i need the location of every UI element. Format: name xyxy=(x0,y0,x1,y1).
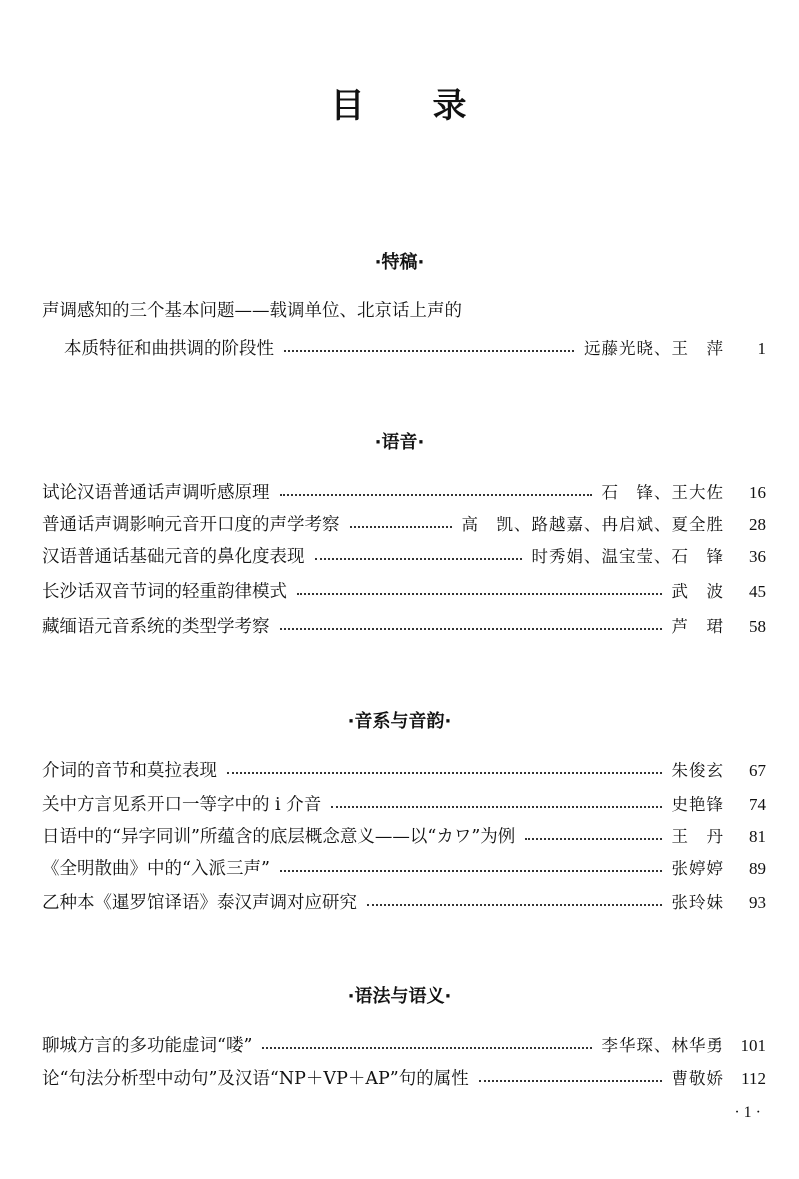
entry-title: 乙种本《暹罗馆译语》泰汉声调对应研究 xyxy=(42,893,357,913)
entry-title: 声调感知的三个基本问题——载调单位、北京话上声的 xyxy=(42,301,462,321)
page-number: · 1 · xyxy=(734,1104,761,1121)
entry-page: 93 xyxy=(749,893,766,912)
entry-title: 普通话声调影响元音开口度的声学考察 xyxy=(42,515,340,535)
entry-author: 曹敬娇 xyxy=(671,1069,724,1088)
entry-title: 汉语普通话基础元音的鼻化度表现 xyxy=(42,547,305,567)
entry-author: 芦 珺 xyxy=(671,617,724,636)
toc-entry[interactable] xyxy=(42,542,766,572)
entry-title: 关中方言见系开口一等字中的 i 介音 xyxy=(42,795,322,815)
toc-entry[interactable] xyxy=(42,756,766,786)
entry-author: 张婷婷 xyxy=(671,859,724,878)
toc-entry[interactable] xyxy=(42,612,766,642)
entry-page: 74 xyxy=(749,795,766,814)
entry-title: 本质特征和曲拱调的阶段性 xyxy=(64,339,274,359)
entry-author: 史艳锋 xyxy=(671,795,724,814)
section-header-special: ·特稿· xyxy=(374,252,425,273)
toc-entry[interactable] xyxy=(42,577,766,607)
entry-page: 28 xyxy=(749,515,766,534)
leader-dots xyxy=(315,558,522,560)
leader-dots xyxy=(525,838,661,840)
entry-title: 论“句法分析型中动句”及汉语“NP＋VP＋AP”句的属性 xyxy=(42,1069,469,1089)
section-header-phonology: ·音系与音韵· xyxy=(347,711,452,732)
entry-author: 石 锋、王大佐 xyxy=(601,483,724,502)
entry-title: 藏缅语元音系统的类型学考察 xyxy=(42,617,270,637)
toc-entry-line1[interactable] xyxy=(42,296,766,326)
entry-author: 朱俊玄 xyxy=(671,761,724,780)
leader-dots xyxy=(331,806,661,808)
page-title xyxy=(0,78,799,127)
leader-dots xyxy=(280,628,662,630)
entry-title: 聊城方言的多功能虚词“喽” xyxy=(42,1036,253,1056)
entry-page: 67 xyxy=(749,761,766,780)
toc-entry[interactable] xyxy=(42,854,766,884)
entry-author: 时秀娟、温宝莹、石 锋 xyxy=(531,547,724,566)
entry-page: 101 xyxy=(740,1036,766,1055)
entry-title: 日语中的“异字同训”所蕴含的底层概念意义——以“カワ”为例 xyxy=(42,827,516,847)
toc-entry[interactable] xyxy=(42,888,766,918)
toc-entry[interactable] xyxy=(42,822,766,852)
entry-author: 王 丹 xyxy=(671,827,724,846)
entry-title: 介词的音节和莫拉表现 xyxy=(42,761,217,781)
title-char-1: 目 xyxy=(330,86,367,126)
leader-dots xyxy=(479,1080,662,1082)
entry-title: 长沙话双音节词的轻重韵律模式 xyxy=(42,582,287,602)
toc-entry[interactable] xyxy=(42,1064,766,1094)
entry-author: 李华琛、林华勇 xyxy=(601,1036,724,1055)
leader-dots xyxy=(262,1047,591,1049)
leader-dots xyxy=(280,870,662,872)
entry-page: 1 xyxy=(757,339,766,358)
entry-author: 张玲妹 xyxy=(671,893,724,912)
section-header-grammar: ·语法与语义· xyxy=(347,986,452,1007)
toc-entry[interactable] xyxy=(42,1031,766,1061)
leader-dots xyxy=(280,494,592,496)
toc-entry[interactable] xyxy=(42,510,766,540)
entry-author: 武 波 xyxy=(671,582,724,601)
leader-dots xyxy=(367,904,662,906)
entry-page: 58 xyxy=(749,617,766,636)
toc-entry[interactable] xyxy=(42,790,766,820)
title-char-2: 录 xyxy=(432,86,469,126)
entry-page: 81 xyxy=(749,827,766,846)
entry-page: 89 xyxy=(749,859,766,878)
toc-entry[interactable] xyxy=(64,334,766,364)
entry-author: 高 凯、路越嘉、冉启斌、夏全胜 xyxy=(461,515,724,534)
toc-entry[interactable] xyxy=(42,478,766,508)
entry-page: 16 xyxy=(749,483,766,502)
entry-page: 45 xyxy=(749,582,766,601)
entry-author: 远藤光晓、王 萍 xyxy=(584,339,724,358)
section-header-phonetics: ·语音· xyxy=(374,432,425,453)
entry-page: 112 xyxy=(741,1069,766,1088)
entry-title: 试论汉语普通话声调听感原理 xyxy=(42,483,270,503)
leader-dots xyxy=(297,593,662,595)
entry-page: 36 xyxy=(749,547,766,566)
leader-dots xyxy=(227,772,662,774)
leader-dots xyxy=(284,350,574,352)
entry-title: 《全明散曲》中的“入派三声” xyxy=(42,859,270,879)
leader-dots xyxy=(350,526,452,528)
